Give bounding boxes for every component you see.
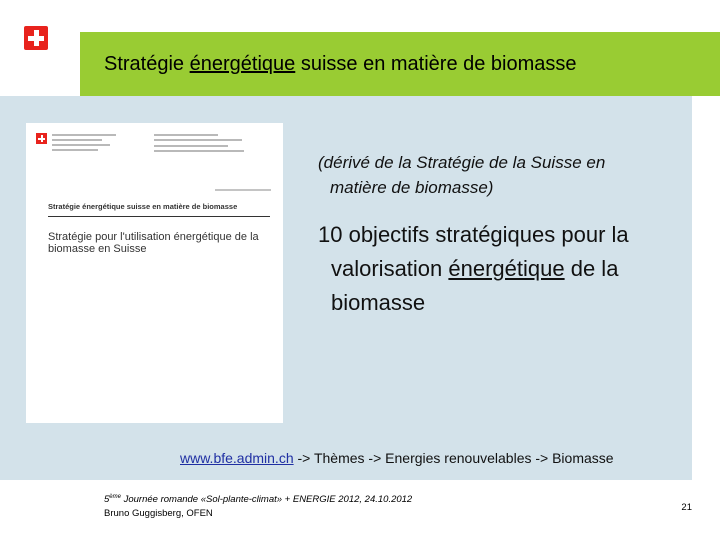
footer-author: Bruno Guggisberg, OFEN <box>104 508 213 520</box>
swiss-flag-icon <box>24 26 48 50</box>
swiss-flag-icon <box>36 133 47 144</box>
title-underlined-word: énergétique <box>189 53 296 75</box>
objectives-text <box>318 218 688 320</box>
subtitle-line-2: matière de biomasse) <box>330 178 494 197</box>
document-heading-large: Stratégie pour l'utilisation énergétique de la biomasse en Suisse <box>48 231 259 255</box>
objectives-line-1: 10 objectifs stratégiques pour la <box>318 222 629 247</box>
subtitle <box>318 150 678 200</box>
objectives-underlined-word: énergétique <box>448 256 565 281</box>
navigation-path-text: -> Thèmes -> Energies renouvelables -> Biomasse <box>293 450 614 466</box>
document-heading-small: Stratégie énergétique suisse en matière de biomasse <box>48 202 238 211</box>
slide-title <box>104 53 577 76</box>
subtitle-line-1: (dérivé de la Stratégie de la Suisse en <box>318 153 606 172</box>
navigation-path <box>180 450 614 466</box>
footer-event: 5ème Journée romande «Sol-plante-climat» + ENERGIE 2012, 24.10.2012 <box>104 494 413 506</box>
title-part-2: suisse en matière de biomasse <box>295 53 577 75</box>
objectives-line-2: valorisation énergétique de la <box>331 256 619 281</box>
page-number: 21 <box>681 502 692 513</box>
objectives-line-3: biomasse <box>331 290 426 315</box>
title-part-1: Stratégie <box>104 53 190 75</box>
footer <box>104 490 412 521</box>
document-thumbnail <box>26 123 283 423</box>
bfe-link[interactable]: www.bfe.admin.ch <box>180 450 294 466</box>
